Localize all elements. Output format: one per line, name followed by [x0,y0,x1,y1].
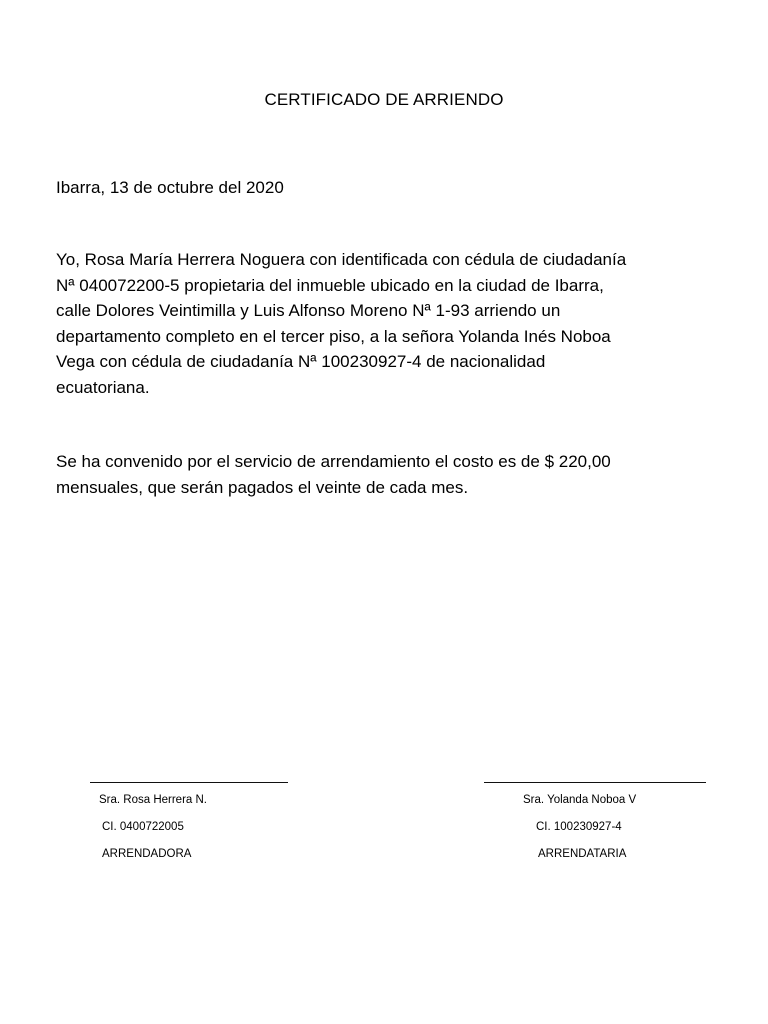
date-line: Ibarra, 13 de octubre del 2020 [56,178,284,197]
paragraph-line: departamento completo en el tercer piso, a la señora Yolanda Inés Noboa [56,326,611,346]
document-title: CERTIFICADO DE ARRIENDO [264,90,504,109]
paragraph-line: Nª 040072200-5 propietaria del inmueble ubicado en la ciudad de Ibarra, [56,275,604,295]
paragraph-line: ecuatoriana. [56,377,150,397]
landlord-role: ARRENDADORA [102,848,192,860]
signature-line-tenant [484,782,706,783]
tenant-id: CI. 100230927-4 [536,821,622,833]
paragraph-line: Yo, Rosa María Herrera Noguera con identificada con cédula de ciudadanía [56,250,627,269]
signature-line-landlord [90,782,288,783]
paragraph-payment-terms [56,449,706,500]
paragraph-line: Se ha convenido por el servicio de arrendamiento el costo es de $ 220,00 [56,452,611,471]
paragraph-line: mensuales, que serán pagados el veinte de cada mes. [56,477,469,497]
paragraph-line: calle Dolores Veintimilla y Luis Alfonso Moreno Nª 1-93 arriendo un [56,301,561,320]
tenant-role: ARRENDATARIA [538,848,627,860]
tenant-name: Sra. Yolanda Noboa V [523,794,637,806]
paragraph-line: Vega con cédula de ciudadanía Nª 100230927-4 de nacionalidad [56,352,546,371]
landlord-id: CI. 0400722005 [102,821,184,833]
landlord-name: Sra. Rosa Herrera N. [99,794,208,806]
paragraph-lease-declaration [56,247,706,400]
